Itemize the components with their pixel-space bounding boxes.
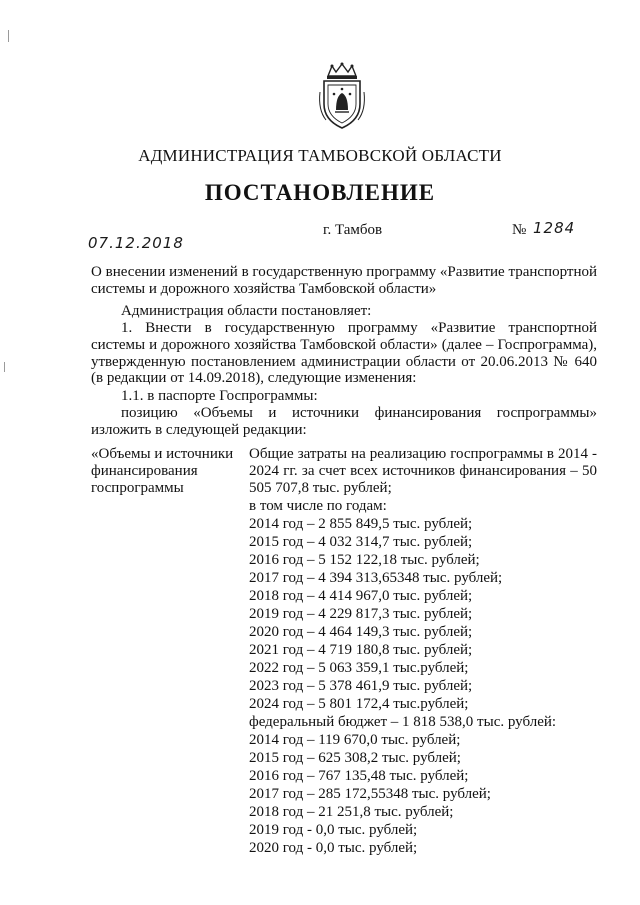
funding-line: 2022 год – 5 063 359,1 тыс.рублей;	[249, 660, 469, 676]
funding-line: 2024 год – 5 801 172,4 тыс.рублей;	[249, 696, 469, 712]
total-funding-text: Общие затраты на реализацию госпрограммы в 2014 - 2024 гг. за счет всех источников финансирования – 50 505 707,8 тыс. рублей;	[249, 446, 597, 496]
funding-line: 2019 год - 0,0 тыс. рублей;	[249, 822, 418, 838]
funding-line: 2019 год – 4 229 817,3 тыс. рублей;	[249, 606, 473, 622]
scan-mark	[8, 30, 9, 42]
funding-line: 2020 год – 4 464 149,3 тыс. рублей;	[249, 624, 473, 640]
funding-line: 2017 год – 285 172,55348 тыс. рублей;	[249, 786, 491, 802]
intro-paragraph: Администрация области постановляет:	[121, 303, 372, 319]
funding-line: 2014 год – 2 855 849,5 тыс. рублей;	[249, 516, 473, 532]
table-value-cell	[249, 446, 597, 857]
handwritten-date: 07.12.2018	[88, 234, 184, 252]
funding-line: 2023 год – 5 378 461,9 тыс. рублей;	[249, 678, 473, 694]
funding-line: 2016 год – 5 152 122,18 тыс. рублей;	[249, 552, 480, 568]
funding-line: федеральный бюджет – 1 818 538,0 тыс. рублей:	[249, 714, 557, 730]
funding-line: в том числе по годам:	[249, 498, 387, 514]
city-name: г. Тамбов	[323, 222, 383, 238]
item-1-paragraph: 1. Внести в государственную программу «Развитие транспортной системы и дорожного хозяйства Тамбовской области» (далее – Госпрограмма), утвержденную постановлением администрации области от 20.06.2013 № 640 (в редакции от 14.09.2018), следующие изменения:	[91, 320, 597, 387]
handwritten-number: 1284	[533, 219, 576, 237]
item-1-1-paragraph: 1.1. в паспорте Госпрограммы:	[121, 388, 318, 404]
funding-line: 2015 год – 4 032 314,7 тыс. рублей;	[249, 534, 473, 550]
document-title: О внесении изменений в государственную программу «Развитие транспортной системы и дорожного хозяйства Тамбовской области»	[91, 264, 597, 297]
funding-line: 2018 год – 21 251,8 тыс. рублей;	[249, 804, 454, 820]
table-label-cell: «Объемы и источники финансирования госпрограммы	[91, 446, 234, 496]
number-label: №	[512, 222, 527, 238]
funding-line: 2020 год - 0,0 тыс. рублей;	[249, 840, 418, 856]
funding-line: 2018 год – 4 414 967,0 тыс. рублей;	[249, 588, 473, 604]
funding-line: 2014 год – 119 670,0 тыс. рублей;	[249, 732, 461, 748]
organization-name: АДМИНИСТРАЦИЯ ТАМБОВСКОЙ ОБЛАСТИ	[138, 146, 502, 165]
funding-line: 2021 год – 4 719 180,8 тыс. рублей;	[249, 642, 473, 658]
tambov-coat-of-arms-icon	[314, 62, 370, 130]
funding-line: 2015 год – 625 308,2 тыс. рублей;	[249, 750, 461, 766]
position-paragraph: позицию «Объемы и источники финансирования госпрограммы» изложить в следующей редакции:	[91, 405, 597, 438]
funding-line: 2017 год – 4 394 313,65348 тыс. рублей;	[249, 570, 503, 586]
funding-line: 2016 год – 767 135,48 тыс. рублей;	[249, 768, 469, 784]
scan-mark	[4, 362, 5, 372]
funding-lines	[249, 497, 597, 857]
document-type: ПОСТАНОВЛЕНИЕ	[204, 180, 436, 205]
